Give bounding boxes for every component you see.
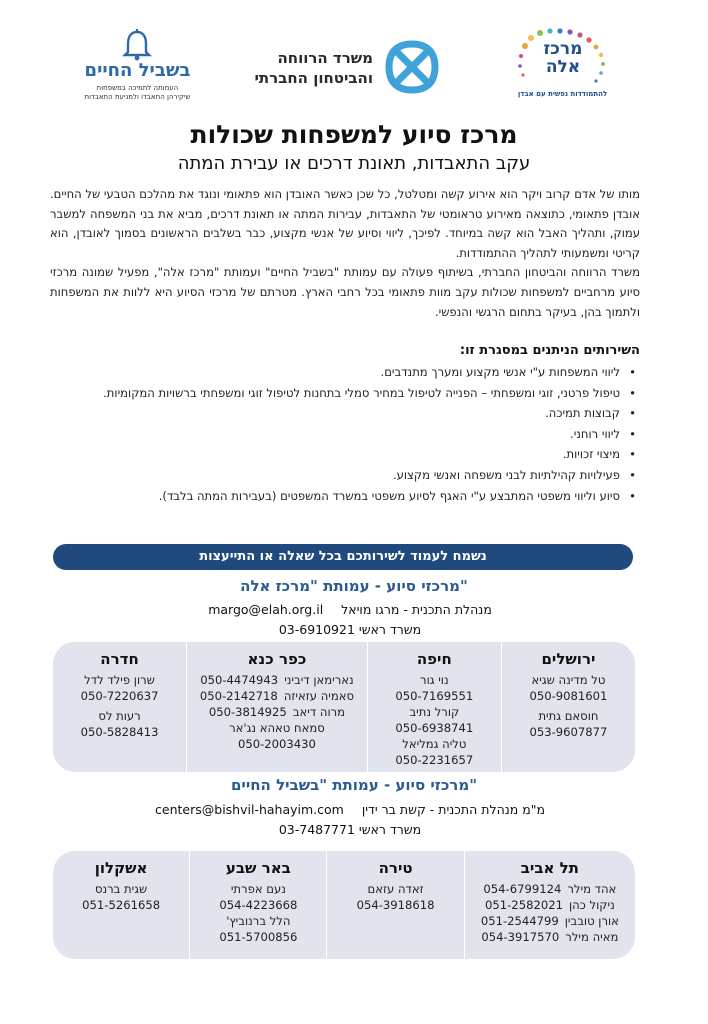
contact-entry <box>465 929 635 945</box>
intro-paragraph-2: משרד הרווחה והביטחון החברתי, בשיתוף פעולה עם עמותת "בשביל החיים" ועמותת "מרכז אלה", מפעיל שמונה מרכזי סיוע מרחביים למשפחות שכולות עקב מוות פתאומי בכל רחבי הארץ. מטרתם של מרכזי הסיוע היא ללוות את המשפחות ולתמוך בהן, בעיקר בתחום הרגשי והנפשי. <box>50 265 640 319</box>
contact-phone: 054-6799124 <box>483 882 562 896</box>
contact-phone: 050-3814925 <box>208 705 287 719</box>
contact-name: נארימאן דיביני <box>284 673 354 687</box>
contact-phone: 050-7169551 <box>395 689 474 703</box>
region-haifa <box>368 642 502 772</box>
list-item: • מיצוי זכויות. <box>50 445 640 465</box>
city-name: ירושלים <box>541 650 596 668</box>
contact-name: נעם אפרתי <box>230 882 286 896</box>
contact-entry <box>190 881 326 913</box>
contact-entry <box>465 913 635 929</box>
contact-phone: 050-6938741 <box>395 721 474 735</box>
contact-name: אהד מילר <box>567 882 617 896</box>
ministry-name-line2: והביטחון החברתי <box>254 69 373 87</box>
contact-entry <box>465 881 635 897</box>
page-subtitle: עקב התאבדות, תאונת דרכים או עבירת המתה <box>177 153 531 174</box>
region-hadera <box>53 642 187 772</box>
elah-name-line1: מרכז <box>543 39 583 59</box>
city-name: כפר כנא <box>247 650 307 668</box>
contact-entry <box>187 672 367 688</box>
page-title: מרכז סיוע למשפחות שכולות <box>190 120 518 149</box>
list-item: • קבוצות תמיכה. <box>50 404 640 424</box>
org2-contact-line <box>100 802 600 817</box>
contact-name: מאיה מילר <box>565 930 619 944</box>
contact-phone: 050-5828413 <box>80 725 159 739</box>
contact-entry <box>502 672 635 704</box>
city-name: חיפה <box>416 650 452 668</box>
region-beer-sheva <box>190 851 327 959</box>
contact-name: טליה גמליאל <box>402 737 467 751</box>
org2-office: משרד ראשי 03-7487771 <box>278 822 422 837</box>
contact-name: זאדה עזאם <box>367 882 424 896</box>
logos-row <box>0 28 708 108</box>
contact-phone: 050-7220637 <box>80 689 159 703</box>
contact-phone: 051-2582021 <box>485 898 563 912</box>
region-tel-aviv <box>465 851 635 959</box>
org2-email-link[interactable]: centers@bishvil-hahayim.com <box>155 802 344 817</box>
elah-logo <box>505 28 620 108</box>
contact-phone: 050-2231657 <box>395 753 474 767</box>
contact-name: סמאח טאהא נג'אר <box>229 721 325 735</box>
contact-phone: 050-2003430 <box>237 737 316 751</box>
contact-name: טל מדינה שגיא <box>531 673 606 687</box>
city-name: חדרה <box>100 650 139 668</box>
contact-entry <box>53 672 186 704</box>
ministry-name-line1: משרד הרווחה <box>277 49 373 67</box>
org2-manager: מ"מ מנהלת התכנית - קשת בר ידין <box>361 802 545 817</box>
contact-name: סאמיה עזאיזה <box>283 689 355 703</box>
ministry-logo <box>238 28 443 108</box>
intro-text <box>50 185 640 322</box>
city-name: אשקלון <box>94 859 148 877</box>
contact-banner: נשמח לעמוד לשירותכם בכל שאלה או התייעצות <box>53 544 633 570</box>
bishvil-logo <box>80 28 195 108</box>
city-name: תל אביב <box>520 859 579 877</box>
contact-entry <box>368 736 501 768</box>
region-ashkelon <box>53 851 190 959</box>
bishvil-tagline <box>80 84 195 102</box>
city-name: טירה <box>378 859 413 877</box>
org2-title: מרכזי סיוע - עמותת "בשביל החיים" <box>230 776 478 794</box>
org1-regions-panel <box>53 642 635 772</box>
contact-phone: 051-5261658 <box>82 898 161 912</box>
list-item: • פעילויות קהילתיות לבני משפחה ואנשי מקצוע. <box>50 466 640 486</box>
contact-phone: 054-3917570 <box>481 930 560 944</box>
contact-phone: 054-4223668 <box>219 898 298 912</box>
org1-title: מרכזי סיוע - עמותת "מרכז אלה" <box>240 577 468 595</box>
contact-name: אורן טובבין <box>564 914 619 928</box>
list-item: • סיוע וליווי משפטי המתבצע ע"י האגף לסיוע משפטי במשרד המשפטים (בעבירות המתה בלבד). <box>50 487 640 507</box>
region-kafr-kanna <box>187 642 368 772</box>
contact-phone: 050-4474943 <box>200 673 279 687</box>
contact-entry <box>53 881 189 913</box>
contact-entry <box>53 708 186 740</box>
contact-entry <box>187 720 367 752</box>
bishvil-tagline-line2: שיקירהן התאבדו ולמניעת התאבדות <box>84 93 191 101</box>
contact-name: קורל נתיב <box>409 705 460 719</box>
services-list <box>50 363 640 507</box>
list-item: • טיפול פרטני, זוגי ומשפחתי – הפנייה לטיפול במחיר סמלי בתחנות לטיפול זוגי ומשפחתי ברשויות המקומיות. <box>50 384 640 404</box>
contact-phone: 050-2142718 <box>199 689 278 703</box>
contact-phone: 053-9607877 <box>529 725 608 739</box>
contact-phone: 050-9081601 <box>529 689 608 703</box>
org1-contact-line <box>100 602 600 617</box>
elah-name-line2: אלה <box>545 57 581 77</box>
bishvil-tagline-line1: העמותה לתמיכה במשפחות <box>96 84 179 92</box>
contact-entry <box>190 913 326 945</box>
contact-name: חוסאם גתית <box>538 709 599 723</box>
contact-entry <box>327 881 463 913</box>
intro-paragraph-1: מותו של אדם קרוב ויקר הוא אירוע קשה ומטלטל, כל שכן כאשר האובדן הוא פתאומי ונוגד את מהלכם הטבעי של החיים. אובדן פתאומי, כתוצאה מאירוע טראומטי של התאבדות, עבירות המתה או תאונת דרכים, מביא את בני המשפחה למשבר עמוק, ותהליך האבל הוא קשה במיוחד. לפיכך, ליווי וסיוע של אנשי מקצוע, כבר בשלבים הראשונים בסמוך לאובדן, הוא קריטי ומשמעותי לתהליך ההתמודדות. <box>50 187 640 260</box>
elah-name <box>533 40 593 76</box>
contact-entry <box>502 708 635 740</box>
contact-entry <box>368 704 501 736</box>
org1-office: משרד ראשי 03-6910921 <box>278 622 422 637</box>
contact-phone: 051-2544799 <box>480 914 559 928</box>
contact-name: הלל ברנוביץ' <box>226 914 291 928</box>
region-jerusalem <box>502 642 635 772</box>
org2-regions-panel <box>53 851 635 959</box>
bell-icon <box>120 28 154 62</box>
ministry-emblem-icon <box>383 38 441 96</box>
contact-phone: 051-5700856 <box>219 930 298 944</box>
contact-entry <box>187 688 367 704</box>
contact-entry <box>465 897 635 913</box>
elah-tagline: להתמודדות נפשית עם אבדן <box>517 90 608 98</box>
city-name: באר שבע <box>225 859 291 877</box>
contact-phone: 054-3918618 <box>356 898 435 912</box>
contact-name: שגית ברנס <box>94 882 148 896</box>
list-item: • ליווי המשפחות ע"י אנשי מקצוע ומערך מתנדבים. <box>50 363 640 383</box>
contact-name: שרון פילד לדל <box>84 673 155 687</box>
contact-name: רעות לס <box>98 709 141 723</box>
ministry-name <box>238 48 373 88</box>
contact-entry <box>368 672 501 704</box>
list-item: • ליווי רוחני. <box>50 425 640 445</box>
contact-entry <box>187 704 367 720</box>
org1-manager: מנהלת התכנית - מרגו מויאל <box>341 602 492 617</box>
contact-name: ניקול כהן <box>568 898 615 912</box>
org1-email-link[interactable]: margo@elah.org.il <box>208 602 324 617</box>
bishvil-name: בשביל החיים <box>84 60 191 81</box>
contact-name: נוי גור <box>420 673 449 687</box>
region-tira <box>327 851 464 959</box>
services-title: השירותים הניתנים במסגרת זו: <box>459 343 640 358</box>
contact-name: מרוה דיאב <box>292 705 346 719</box>
